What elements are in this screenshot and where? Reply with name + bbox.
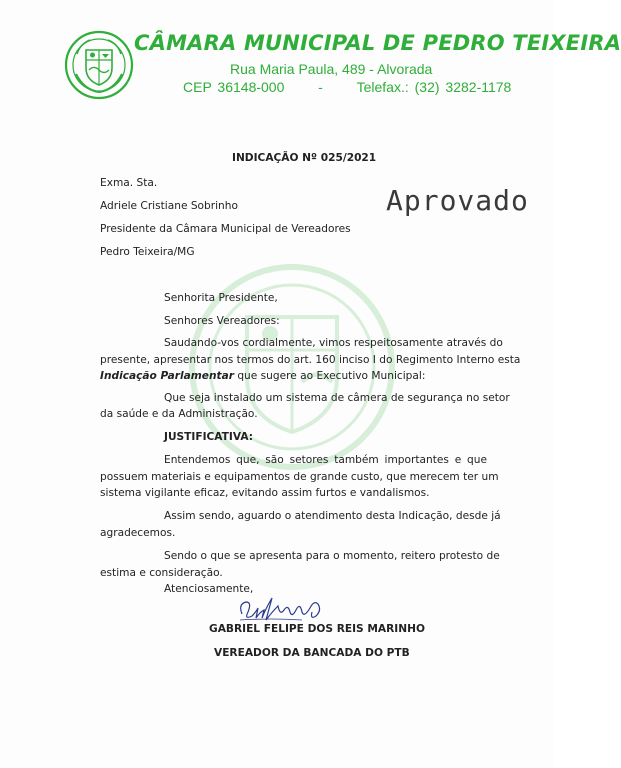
- recipient-role: Presidente da Câmara Municipal de Vereadores: [100, 223, 351, 235]
- closing-1-line-2: agradecemos.: [100, 527, 176, 539]
- intro-line-3: [100, 370, 425, 382]
- justification-line-2: possuem materiais e equipamentos de grande custo, que merecem ter um: [100, 471, 499, 483]
- recipient-name: Adriele Cristiane Sobrinho: [100, 200, 238, 212]
- intro-line-3-rest: que sugere ao Executivo Municipal:: [233, 370, 426, 382]
- recipient-location: Pedro Teixeira/MG: [100, 246, 195, 258]
- justification-line-1: Entendemos que, são setores também importantes e que: [164, 454, 487, 466]
- document-heading: INDICAÇÃO Nº 025/2021: [232, 152, 377, 164]
- council-address: Rua Maria Paula, 489 - Alvorada: [230, 61, 433, 77]
- closing-2-line-2: estima e consideração.: [100, 567, 223, 579]
- council-cep: CEP 36148-000: [183, 79, 285, 95]
- contact-separator: -: [318, 79, 323, 95]
- greeting-councilors: Senhores Vereadores:: [164, 315, 280, 327]
- council-phone: Telefax.: (32) 3282-1178: [356, 79, 512, 95]
- intro-line-2: presente, apresentar nos termos do art. 160 inciso I do Regimento Interno esta: [100, 354, 521, 366]
- signer-role: VEREADOR DA BANCADA DO PTB: [214, 647, 410, 659]
- council-name-title: CÂMARA MUNICIPAL DE PEDRO TEIXEIRA: [134, 31, 621, 55]
- signer-name: GABRIEL FELIPE DOS REIS MARINHO: [209, 623, 425, 635]
- indication-term: Indicação Parlamentar: [100, 370, 234, 382]
- greeting-president: Senhorita Presidente,: [164, 292, 278, 304]
- municipal-seal-icon: [64, 30, 134, 100]
- sign-off: Atenciosamente,: [164, 583, 254, 595]
- approved-stamp: Aprovado: [386, 184, 529, 217]
- closing-1-line-1: Assim sendo, aguardo o atendimento desta Indicação, desde já: [164, 510, 501, 522]
- request-line-2: da saúde e da Administração.: [100, 408, 258, 420]
- justification-line-3: sistema vigilante eficaz, evitando assim furtos e vandalismos.: [100, 487, 430, 499]
- justification-heading: JUSTIFICATIVA:: [164, 431, 253, 443]
- closing-2-line-1: Sendo o que se apresenta para o momento, reitero protesto de: [164, 550, 500, 562]
- recipient-salutation: Exma. Sta.: [100, 177, 158, 189]
- intro-line-1: Saudando-vos cordialmente, vimos respeitosamente através do: [164, 337, 503, 349]
- handwritten-signature: [232, 590, 332, 626]
- council-contact-line: [183, 79, 511, 95]
- request-line-1: Que seja instalado um sistema de câmera de segurança no setor: [164, 392, 510, 404]
